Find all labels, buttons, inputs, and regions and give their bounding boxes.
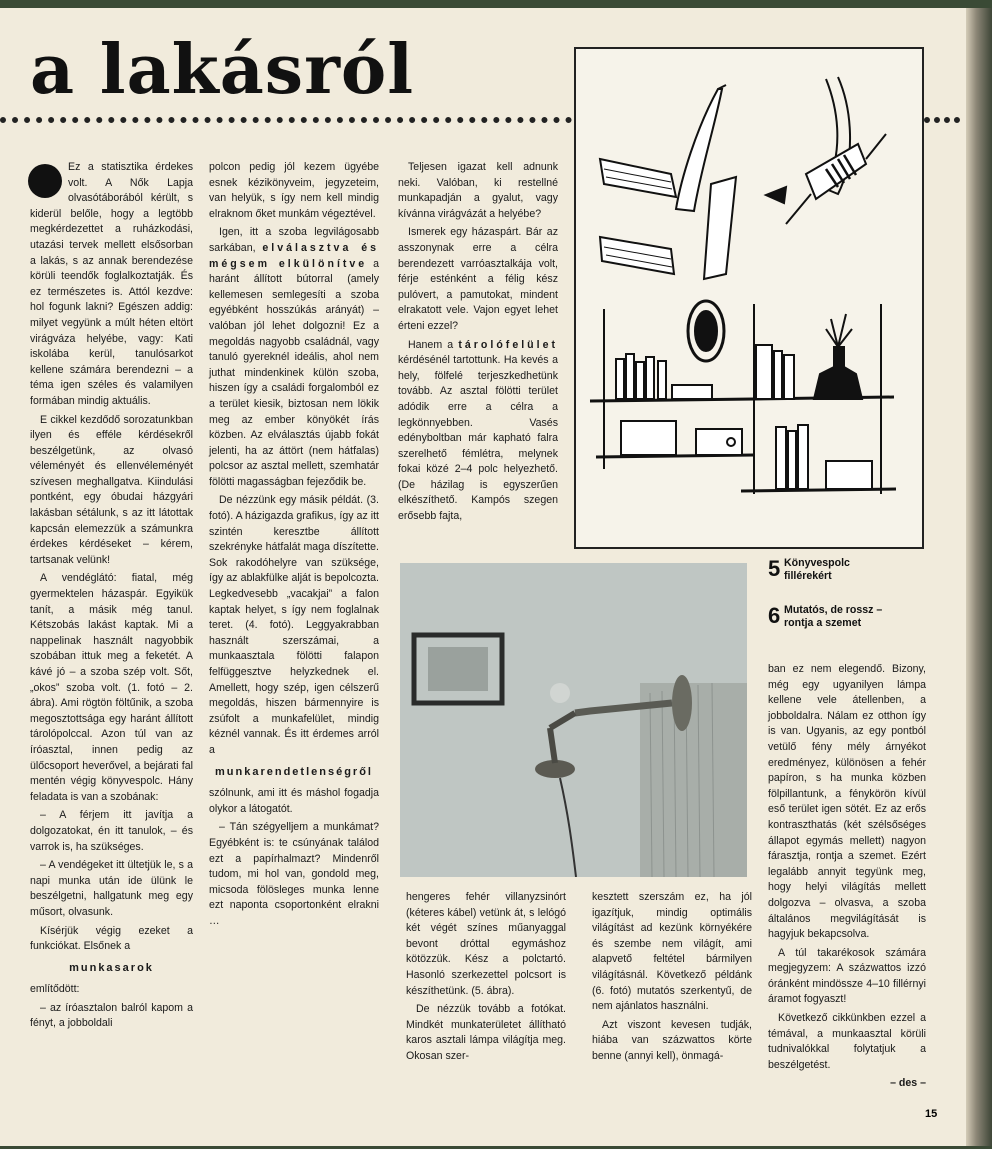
text-column-1: Ez a statisztika érdekes volt. A Nők Lapja olvasótáborából kérült, s kiderül belőle, hogy a legtöbb megkérdezettet a ruházkodási, utazási tervek mellett elsősorban a lakás, s az annak berendezése körüli teendők foglalkoztatják. És ez természetes is. Attól kezdve: hol fogunk lakni? Egészen addig: milyet vegyünk a múlt héten eltört virágváza helyébe, vagy: Kati iskolába kerül, tanulósarkot kellene számára berendezni – a téma igen széles és valamilyen formában mindig aktuális. E cikkel kezdődő sorozatunkban ilyen és efféle kérdésekről beszélgetünk, az olvasó véleményét és ellenvéleményét szívesen meghallgatva. Kiindulási pontként, egy óbudai házgyári lakásban sétálunk, s az itt látottak kapcsán elemezzük a számunkra érdekes kérdéseket – kérem, tartsanak velünk! A vendéglátó: fiatal, még gyermektelen házaspár. Egyikük tanít, a másik még tanul. Kétszobás lakást kaptak. Mi a nappelinak használt nagyobbik szobában ittuk meg a feketét. A kávé jó – a szoba szép volt. Sőt, „okos” szoba volt. (1. fotó – 2. ábra). Ami rögtön föltűnik, a szoba megosztottsága egy haránt állított tárolópolccal. Azon túl van az íróasztal, innen pedig az ülőcsoport heverővel, a bejárati fal mentén végig könyvespolc. Hány feladata is van a szobának: – A férjem itt javítja a dolgozatokat, én itt tanulok, – és varrok is, ha szükséges. – A vendégeket itt ültetjük le, s a napi munka után ide ülünk le beszélgetni, hallgatunk meg egy műsort, olvasunk. Kísérjük végig ezeket a funkciókat. Elsőnek a munkasarok említődött: – az íróasztalon balról kapom a fényt, a jobboldali (30, 161, 193, 1030)
text-column-4: kesztett szerszám ez, ha jól igazítjuk, mindig optimális világítást ad kezünk környékére és szembe nem világít, ami alapvető feltétel bármilyen világításnál. Következő példánk (6. fotó) mutatós szerkentyű, de nem ajánlatos használni. Azt viszont kevesen tudják, hiába van százwattos körte benne (annyi kell), önmagá- (592, 891, 752, 1062)
dotted-rule-left (0, 117, 572, 123)
caption-6: 6 Mutatós, de rossz – rontja a szemet (768, 603, 883, 629)
text-column-2: polcon pedig jól kezem ügyébe esnek kézikönyveim, jegyzeteim, van helyük, s így nem kell mindig elraknom őket munkám végeztével. Igen, itt a szoba legvilágosabb sarkában, elválasztva és mégsem elkülönítve a haránt állított bútorral (amely kellemesen semlegesíti a szoba egyébként hosszúkás arányát) – valóban jól lehet dolgozni! Ez a megoldás nagyobb családnál, vagy tanuló gyereknél ideális, ahol nem juthat mindenkinek külön szoba, hiszen így a családi forgalomból ez a terület kiesik, biztosan nem lökik meg az ember könyökét írás közben. Az elválasztás újabb fokát jelenti, ha az áttört (nem hátfalas) polcsor az asztal mellett, szemhatár fölötti magasságban fejeződik be. De nézzünk egy másik példát. (3. fotó). A házigazda grafikus, így az itt szintén keresztbe állított szekrényke hátfalát maga díszítette. Sok rakodóhelyre van szüksége, így az ablakfülke alját is bepolcozta. Legkedvesebb „vacakjai” a falon kaptak helyet, s így nem foglalnak teret. (4. fotó). Leggyakrabban használt szerszámai, a munkaasztala fölötti falapon felfüggesztve helyzkednek el. Amellett, hogy szép, igen célszerű megoldás, hiszen bármennyire is zsúfolt a munkafelület, mindig kéznél vannak. És itt érdemes arról a munkarendetlenségről szólnunk, ami itt és máshol fogadja olykor a látogatót. – Tán szégyelljem a munkámat? Egyébként is: te csúnyának találod ezt a papírhalmazt? Mindenről tudom, mi hol van, gondold meg, micsoda fölösleges munka lenne ezt naponta csoportonként elrakni … (209, 161, 379, 927)
page-number: 15 (925, 1108, 938, 1120)
text-column-3-top: Teljesen igazat kell adnunk neki. Valóban, ki restellné munkapadján a gyalut, vagy kívánna virágvázát a helyébe? Ismerek egy házaspárt. Bár az asszonynak erre a célra berendezett varróasztalkája volt, férje esténként a félig kész pulóvert, a pamutokat, mindent elrakatott vele. Vajon egyet lehet érteni ezzel? Hanem a tárolófelület kérdésénél tartottunk. Ha kevés a hely, fölfelé terjeszkedhetünk tovább. Az asztal fölötti terület adódik erre a célra a legkönnyebben. Vasés edényboltban már kapható falra szerelhető fémlétra, melynek fokai közé 2–4 polc helyezhető. (De házilag is egyszerűen elkészíthető. Kampós szegen erősebb fajta, (398, 161, 558, 523)
author-signature: – des – (890, 1077, 926, 1090)
text-column-3-bottom: hengeres fehér villanyzsinórt (kéteres kábel) vetünk át, s lelógó két végét színes műanyaggal bevont dróttal egymáshoz kötözzük. Kész a polctartó. Hasonló szerkezettel polcsort is készíthetünk. (5. ábra). De nézzük tovább a fotókat. Mindkét munkaterületet állítható karos asztali lámpa világítja meg. Okosan szer- (406, 891, 566, 1062)
article-title: a lakásról (30, 30, 415, 110)
text-column-5: ban ez nem elegendő. Bizony, még egy ugyanilyen lámpa kellene vele átellenben, a jobboldalra. Nálam ez otthon így is van. Ugyanis, az egy pontból vetülő fény mély árnyékot eredményez, különösen a fehér papíron, s ha munka közben fölpillantunk, a fénykörön kívül eső terület igen sötét. Ez az erős kontraszthatás (két szélsőséges állapot egymás mellett) nagyon fárasztja, rontja a szemet. Ezért legalább annyit tegyünk meg, hogy helyi világítás mellett dolgozva – olvasva, a szoba általános megvilágítását is hagyjuk bekapcsolva. A túl takarékosok számára megjegyzem: A százwattos izzó óránként mindössze 4–10 fillérnyi áramot fogyaszt! Következő cikkünkben ezzel a témával, a munkaasztal körüli tudnivalókkal folytatjuk a beszélgetést. – des – (768, 662, 926, 1095)
lamp-photo (400, 563, 747, 877)
caption-5: 5 Könyvespolc fillérekért (768, 556, 850, 582)
dotted-rule-right (924, 117, 960, 123)
bullet-dot (28, 164, 62, 198)
shelf-drawing (576, 49, 922, 547)
shelf-illustration (574, 47, 924, 549)
subheading-munkarendetlenseg: munkarendetlenségről (215, 765, 373, 778)
page-edge (966, 8, 992, 1146)
subheading-munkasarok: munkasarok (69, 961, 154, 974)
lamp-photo-image (400, 563, 747, 877)
